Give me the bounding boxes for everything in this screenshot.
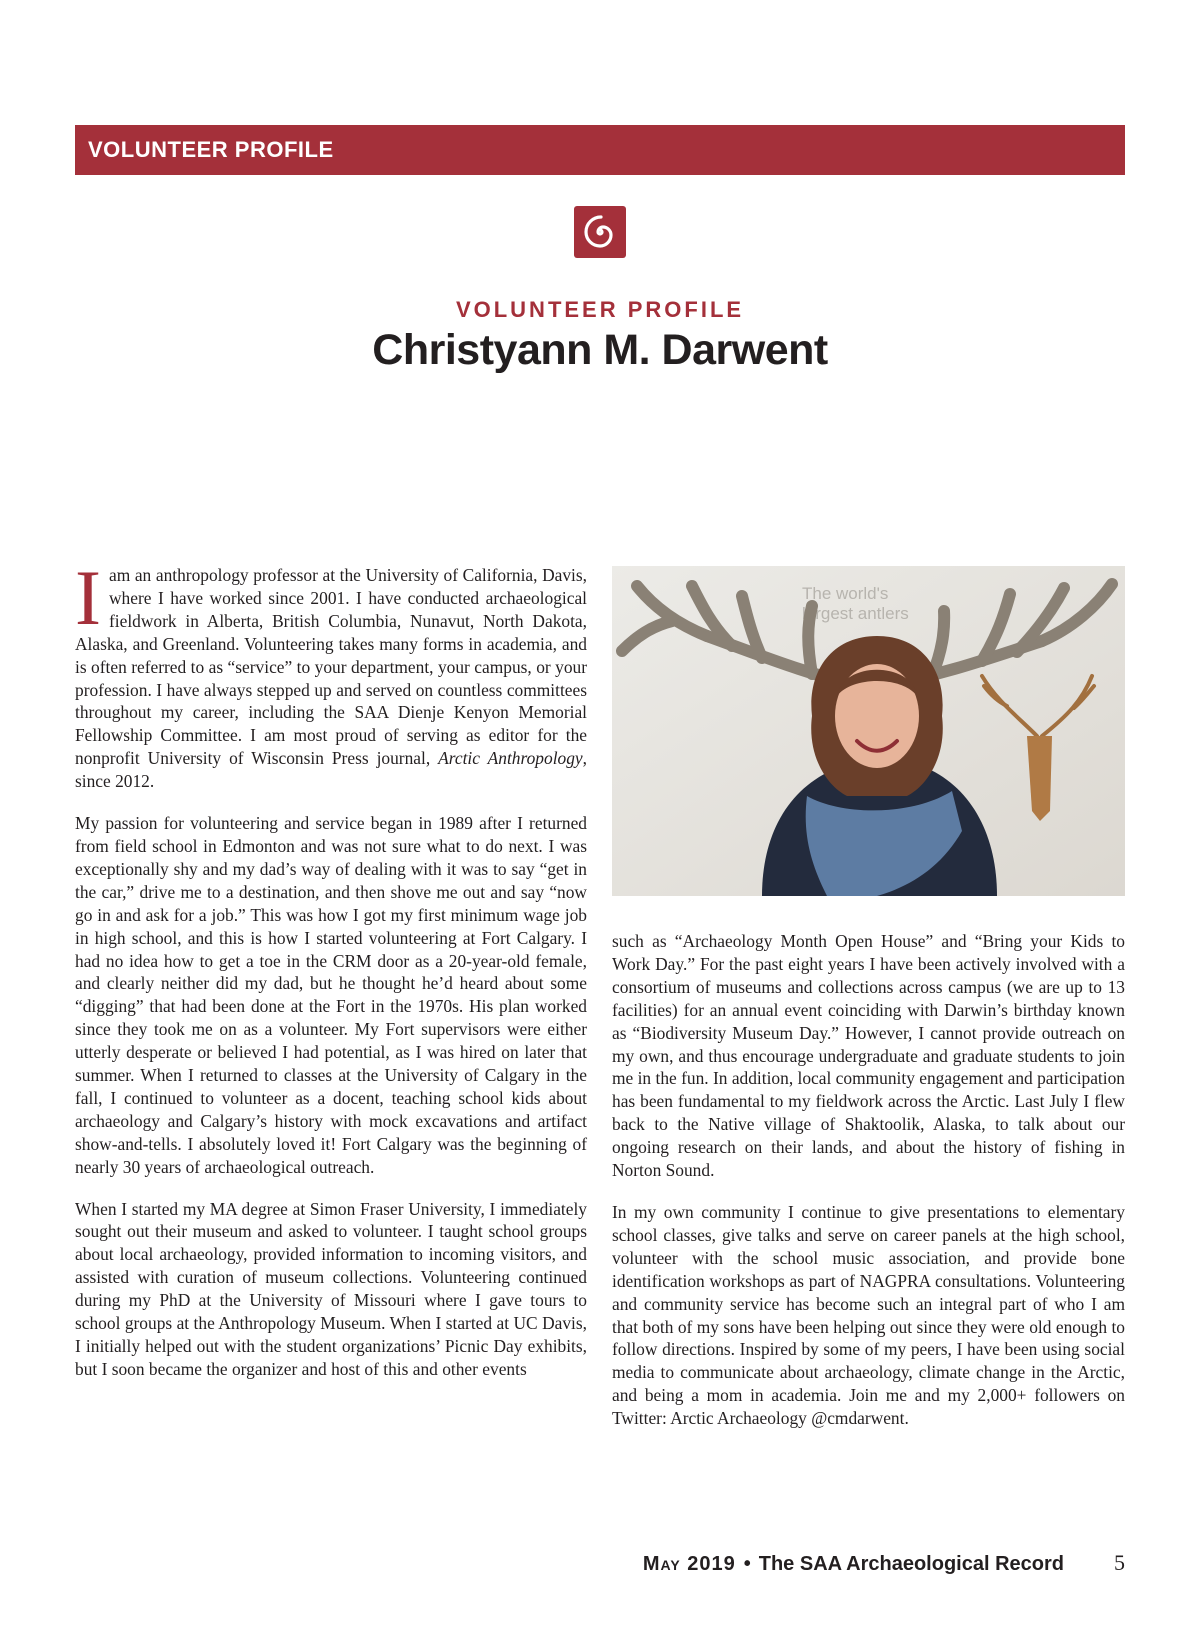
footer-issue-date: May 2019: [642, 1553, 736, 1575]
page-footer: [643, 1550, 1125, 1576]
section-kicker: VOLUNTEER PROFILE: [455, 297, 745, 322]
footer-bullet: •: [743, 1553, 751, 1575]
journal-title: Arctic Anthropology: [438, 748, 583, 769]
footer-publication: The SAA Archaeological Record: [758, 1553, 1064, 1575]
paragraph-3: When I started my MA degree at Simon Fraser University, I immediately sought out their museum and asked to volunteer. I taught school groups about local archaeology, provided information to incoming visitors, and assisted with curation of museum collections. Volunteering continued during my PhD at the University of Missouri where I gave tours to school groups at the Anthropology Museum. When I started at UC Davis, I initially helped out with the student organizations’ Picnic Day exhibits, but I soon became the organizer and host of this and other events: [75, 1198, 587, 1379]
paragraph-4: such as “Archaeology Month Open House” and “Bring your Kids to Work Day.” For the past eight years I have been actively involved with a consortium of museums and collections across campus (we are up to 13 facilities) for an annual event coinciding with Darwin’s birthday known as “Biodiversity Museum Day.” However, I cannot provide outreach on my own, and thus encourage undergraduate and graduate students to join me in the fun. In addition, local community engagement and participation has been fundamental to my fieldwork across the Arctic. Last July I flew back to the Native village of Shaktoolik, Alaska, to talk about our ongoing research on their lands, and about the history of fishing in Norton Sound.: [612, 931, 1125, 1181]
sign-text-line2: largest antlers: [802, 604, 909, 623]
dropcap: I: [75, 554, 101, 641]
section-banner: VOLUNTEER PROFILE: [75, 125, 1125, 175]
article-right-column: [612, 930, 1125, 1449]
paragraph-2: My passion for volunteering and service began in 1989 after I returned from field school in Edmonton and was not sure what to do next. I was exceptionally shy and my dad’s way of dealing with it was to say “get in the car,” drive me to a destination, and then shove me out and say “now go in and ask for a job.” This was how I got my first minimum wage job in high school, and this is how I started volunteering at Fort Calgary. I had no idea how to get a toe in the CRM door as a 20-year-old female, and clearly neither did my dad, but he thought he’d heard about some “digging” that had been done at the Fort in the 1970s. His plan worked since they took me on as a volunteer. My Fort supervisors were either utterly desperate or believed I had potential, as I was hired on later that summer. When I returned to classes at the University of Calgary in the fall, I continued to volunteer as a docent, teaching school kids about archaeology and Calgary’s history with mock excavations and artifact show-and-tells. I absolutely loved it! Fort Calgary was the beginning of nearly 30 years of archaeological outreach.: [75, 813, 587, 1177]
spiral-logo-icon: [573, 205, 627, 259]
article-left-column: [75, 554, 587, 1400]
sign-text-line1: The world's: [802, 584, 889, 603]
paragraph-5: In my own community I continue to give presentations to elementary school classes, give talks and serve on career panels at the high school, volunteer with the school music association, and provide bone identification workshops as part of NAGPRA consultations. Volunteering and community service has become such an integral part of who I am that both of my sons have been helping out since they were old enough to follow directions. Inspired by some of my peers, I have been using social media to communicate about archaeology, climate change in the Arctic, and being a mom in academia. Join me and my 2,000+ followers on Twitter: Arctic Archaeology @cmdarwent.: [612, 1201, 1125, 1429]
paragraph-1: Iam an anthropology professor at the University of California, Davis, where I have worked since 2001. I have conducted archaeological fieldwork in Alberta, British Columbia, Nunavut, North Dakota, Alaska, and Greenland. Volunteering takes many forms in academia, and is often referred to as “service” to your department, your campus, or your profession. I have always stepped up and served on countless committees throughout my career, including the SAA Dienje Kenyon Memorial Fellowship Committee. I am most proud of serving as editor for the nonprofit University of Wisconsin Press journal, Arctic Anthropology, since 2012.: [75, 554, 587, 792]
page-title: Christyann M. Darwent: [372, 326, 828, 374]
page-number: 5: [1114, 1550, 1125, 1575]
profile-photo: [612, 566, 1125, 896]
